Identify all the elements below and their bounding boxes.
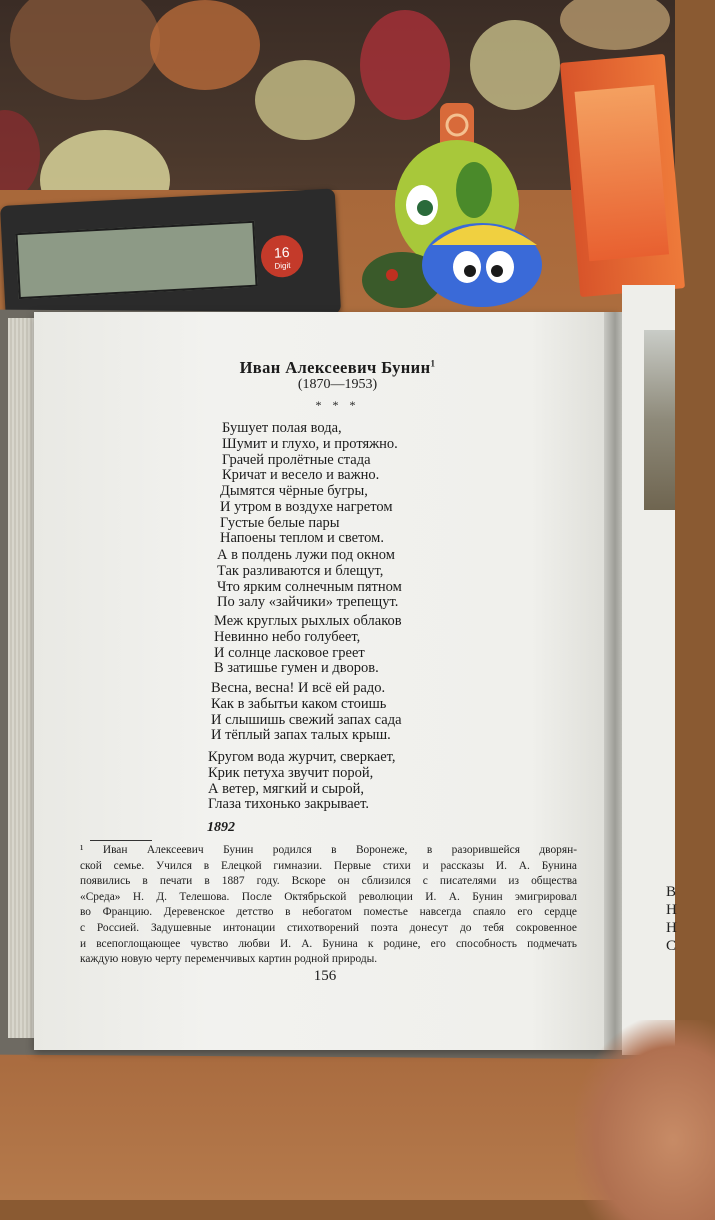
edge-letter: Н bbox=[666, 920, 677, 936]
poem-line: А ветер, мягкий и сырой, bbox=[208, 780, 364, 797]
hand bbox=[575, 1020, 715, 1220]
footnote-line: с Россией. Задушевные интонации стихотворений поэта донесут до тебя сокровенное bbox=[80, 921, 577, 934]
author-footnote bbox=[80, 843, 577, 968]
footnote-marker: 1 bbox=[430, 358, 436, 369]
stanza-1 bbox=[222, 421, 398, 484]
poem-line: Невинно небо голубеет, bbox=[214, 628, 361, 645]
stanza-2 bbox=[220, 484, 393, 547]
poem-line: Весна, весна! И всё ей радо. bbox=[211, 680, 386, 696]
poem-line: Как в забытьи каком стоишь bbox=[211, 695, 387, 712]
footnote-line: «Среда» Н. Д. Телешова. После Октябрьской революции И. А. Бунин эмигрировал bbox=[80, 890, 577, 903]
stanza-3 bbox=[217, 548, 402, 611]
poem-line: В затишье гумен и дворов. bbox=[214, 660, 379, 677]
poem-line: Так разливаются и блещут, bbox=[217, 562, 384, 579]
poem-asterisks: * * * bbox=[315, 398, 360, 412]
calculator-badge-label: Digit bbox=[274, 260, 291, 271]
footnote-line: ¹ Иван Алексеевич Бунин родился в Воронеже, в разорившейся дворян- bbox=[80, 844, 577, 856]
poem-line: Грачей пролётные стада bbox=[222, 451, 371, 468]
footnote-line: и всепоглощающее чувство любви И. А. Бунина к родине, его способность подмечать bbox=[80, 937, 577, 950]
stanza-4 bbox=[214, 614, 402, 677]
poem-line: Крик петуха звучит порой, bbox=[208, 764, 374, 781]
edge-letter: Н bbox=[666, 902, 677, 918]
poem-line: Кругом вода журчит, сверкает, bbox=[208, 749, 396, 765]
footnote-line: во Францию. Деревенское детство в небогатом поместье навсегда спаяло его сердце bbox=[80, 906, 577, 919]
poem-line: А в полдень лужи под окном bbox=[217, 547, 395, 563]
page-number: 156 bbox=[313, 968, 337, 984]
poem-line: И утром в воздухе нагретом bbox=[220, 498, 393, 515]
poem-date: 1892 bbox=[207, 820, 235, 835]
calculator-badge-number: 16 bbox=[273, 243, 290, 261]
author-name: Иван Алексеевич Бунин bbox=[239, 358, 431, 377]
footnote-line: ской семье. Учился в Елецкой гимназии. Первые стихи и рассказы И. А. Бунина bbox=[80, 859, 577, 872]
poem-line: И солнце ласковое греет bbox=[214, 644, 365, 661]
poem-line: И тёплый запах талых крыш. bbox=[211, 727, 391, 744]
poem-line: Что ярким солнечным пятном bbox=[217, 578, 402, 595]
footnote-line: появились в печати в 1887 году. Вскоре он сблизился с писателями из общества bbox=[80, 875, 577, 888]
poem-line: Меж круглых рыхлых облаков bbox=[214, 613, 402, 629]
poem-line: Шумит и глухо, и протяжно. bbox=[222, 435, 398, 452]
poem-line: Глаза тихонько закрывает. bbox=[208, 796, 369, 813]
edge-letter: С bbox=[666, 938, 677, 954]
author-years: (1870—1953) bbox=[297, 377, 378, 392]
stanza-6 bbox=[208, 750, 396, 813]
edge-letter: В bbox=[666, 884, 677, 900]
poem-line: Густые белые пары bbox=[220, 514, 340, 531]
footnote-line: каждую новую черту переменчивых картин родной природы. bbox=[80, 953, 378, 966]
poem-line: По залу «зайчики» трепещут. bbox=[217, 594, 399, 611]
poem-line: Бушует полая вода, bbox=[222, 420, 342, 436]
poem-line: Кричат и весело и важно. bbox=[222, 467, 380, 484]
stanza-5 bbox=[211, 681, 402, 744]
footnote-divider bbox=[90, 840, 152, 841]
poem-line: Дымятся чёрные бугры, bbox=[220, 483, 368, 499]
author-heading bbox=[0, 358, 675, 378]
poem-line: И слышишь свежий запах сада bbox=[211, 711, 402, 728]
poem-line: Напоены теплом и светом. bbox=[220, 530, 384, 547]
